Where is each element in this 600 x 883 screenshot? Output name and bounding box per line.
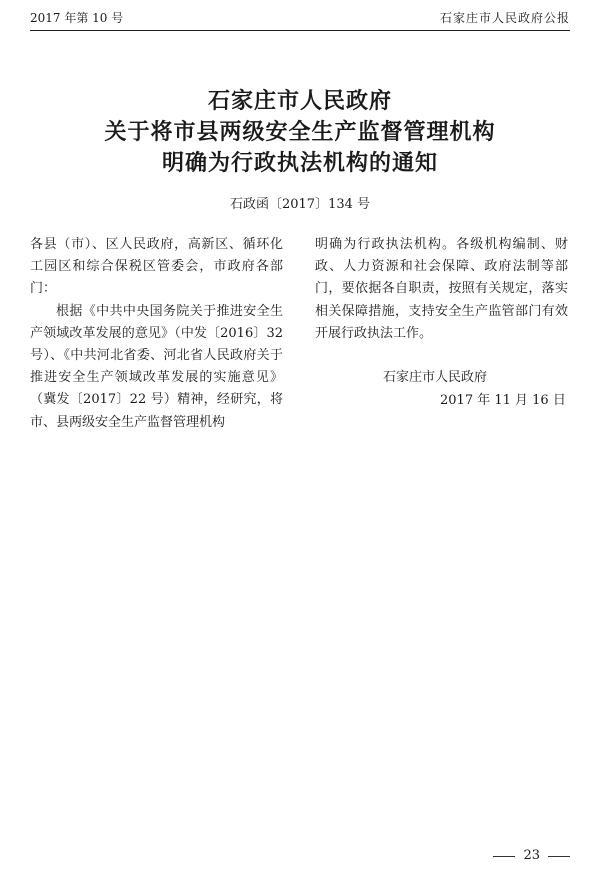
body-paragraph-right: 明确为行政执法机构。各级机构编制、财政、人力资源和社会保障、政府法制等部门，要依据各自职责，按照有关规定，落实相关保障措施，支持安全生产监管部门有效开展行政执法工作。: [315, 237, 568, 341]
document-number: 石政函〔2017〕134 号: [229, 197, 371, 212]
body-column-left: [30, 234, 283, 434]
title-line-3: 明确为行政执法机构的通知: [161, 150, 438, 176]
page-number-dash-right: [548, 856, 570, 857]
body-column-right: [315, 234, 568, 345]
title-line-2: 关于将市县两级安全生产监督管理机构: [104, 119, 496, 145]
page-number-value: 23: [523, 848, 540, 863]
title-line-1: 石家庄市人民政府: [207, 88, 392, 114]
publication-name: 石家庄市人民政府公报: [439, 11, 570, 25]
page-header: [30, 6, 570, 31]
recipients: 各县（市）、区人民政府，高新区、循环化工园区和综合保税区管委会，市政府各部门：: [30, 237, 283, 297]
issue-label: 2017 年第 10 号: [30, 11, 124, 25]
document-title: [0, 86, 600, 179]
page-number: [493, 846, 570, 866]
body-paragraph-left: 根据《中共中央国务院关于推进安全生产领域改革发展的意见》（中发〔2016〕32 号）、《中共河北省委、河北省人民政府关于推进安全生产领域改革发展的实施意见》（冀发〔2017〕22 号）精神，经研究，将市、县两级安全生产监督管理机构: [30, 303, 283, 430]
signature-date: 2017 年 11 月 16 日: [440, 393, 566, 408]
page-number-dash-left: [493, 856, 515, 857]
signature-organization: 石家庄市人民政府: [383, 370, 488, 385]
